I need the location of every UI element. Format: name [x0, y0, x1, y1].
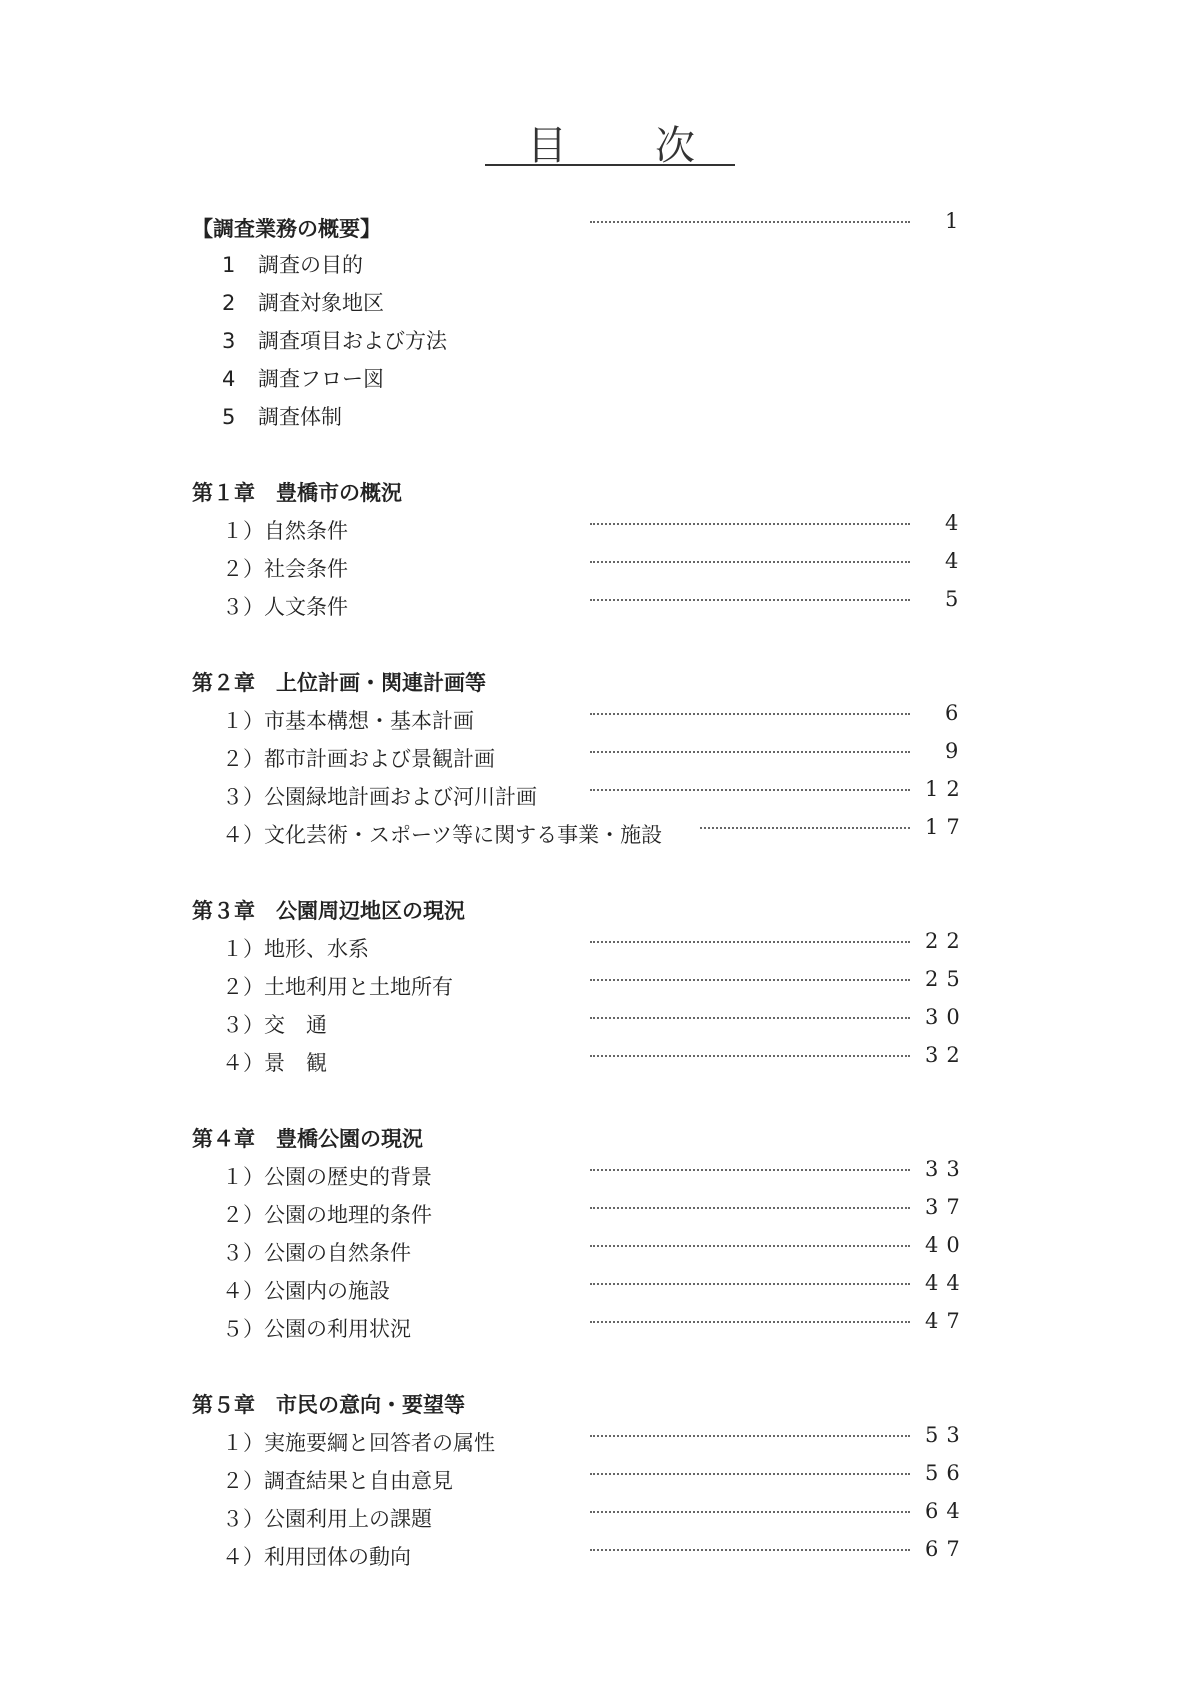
toc-entry-page: 25 — [925, 967, 968, 991]
overview-item-number: 2 — [222, 291, 236, 315]
overview-item-number: 1 — [222, 253, 236, 277]
chapter-heading: 第４章 豊橋公園の現況 — [192, 1127, 423, 1151]
title-char-1: 目 — [527, 123, 567, 169]
toc-entry-page: 17 — [925, 815, 968, 839]
overview-item — [222, 364, 384, 394]
toc-entry-page: 47 — [925, 1309, 968, 1333]
toc-entry-label: ３）人文条件 — [222, 595, 348, 619]
toc-leader — [590, 599, 910, 601]
toc-entry-label: ３）公園利用上の課題 — [222, 1507, 432, 1531]
toc-leader — [590, 1169, 910, 1171]
overview-heading: 【調査業務の概要】 — [192, 217, 381, 241]
overview-item — [222, 402, 342, 432]
overview-item-number: 3 — [222, 329, 236, 353]
overview-item — [222, 250, 363, 280]
toc-entry-label: ２）土地利用と土地所有 — [222, 975, 453, 999]
toc-leader — [590, 1055, 910, 1057]
toc-entry-page: 12 — [925, 777, 968, 801]
toc-entry-page: 6 — [945, 701, 967, 725]
toc-entry-page: 53 — [925, 1423, 968, 1447]
toc-entry-page: 37 — [925, 1195, 968, 1219]
toc-entry-label: ３）交 通 — [222, 1013, 327, 1037]
page-title — [485, 108, 735, 169]
overview-page-number: 1 — [945, 209, 967, 233]
toc-leader — [590, 789, 910, 791]
toc-entry-label: ２）公園の地理的条件 — [222, 1203, 432, 1227]
toc-entry-label: ２）都市計画および景観計画 — [222, 747, 495, 771]
toc-entry-label: ５）公園の利用状況 — [222, 1317, 411, 1341]
toc-leader — [590, 1549, 910, 1551]
toc-leader — [590, 1245, 910, 1247]
overview-item-label: 調査対象地区 — [258, 291, 384, 315]
toc-entry-page: 56 — [925, 1461, 968, 1485]
toc-leader — [590, 1511, 910, 1513]
overview-item-number: 5 — [222, 405, 236, 429]
toc-entry-label: １）自然条件 — [222, 519, 348, 543]
toc-leader — [590, 523, 910, 525]
chapter-heading: 第３章 公園周辺地区の現況 — [192, 899, 465, 923]
overview-item-number: 4 — [222, 367, 236, 391]
overview-item-label: 調査の目的 — [258, 253, 363, 277]
overview-item-label: 調査体制 — [258, 405, 342, 429]
toc-entry-page: 32 — [925, 1043, 968, 1067]
toc-entry-label: １）市基本構想・基本計画 — [222, 709, 474, 733]
toc-leader — [590, 1017, 910, 1019]
toc-entry-page: 64 — [925, 1499, 968, 1523]
toc-entry-page: 5 — [945, 587, 967, 611]
toc-entry-label: ４）公園内の施設 — [222, 1279, 390, 1303]
toc-leader — [590, 1283, 910, 1285]
overview-item-label: 調査項目および方法 — [258, 329, 447, 353]
toc-leader — [590, 941, 910, 943]
chapter-heading: 第５章 市民の意向・要望等 — [192, 1393, 465, 1417]
toc-leader — [590, 221, 910, 223]
toc-entry-label: ２）社会条件 — [222, 557, 348, 581]
toc-entry-label: ４）文化芸術・スポーツ等に関する事業・施設 — [222, 823, 663, 847]
toc-entry-page: 30 — [925, 1005, 968, 1029]
chapter-heading: 第２章 上位計画・関連計画等 — [192, 671, 486, 695]
toc-entry-page: 67 — [925, 1537, 968, 1561]
overview-item — [222, 326, 447, 356]
toc-leader — [590, 1207, 910, 1209]
toc-entry-page: 44 — [925, 1271, 968, 1295]
toc-entry-label: ４）利用団体の動向 — [222, 1545, 411, 1569]
overview-item-label: 調査フロー図 — [258, 367, 384, 391]
toc-entry-page: 22 — [925, 929, 968, 953]
toc-leader — [590, 1435, 910, 1437]
toc-entry-page: 4 — [945, 549, 967, 573]
toc-leader — [590, 979, 910, 981]
toc-leader — [590, 561, 910, 563]
toc-entry-label: ３）公園の自然条件 — [222, 1241, 411, 1265]
toc-entry-label: ３）公園緑地計画および河川計画 — [222, 785, 537, 809]
toc-entry-label: ４）景 観 — [222, 1051, 327, 1075]
toc-leader — [590, 1321, 910, 1323]
overview-item — [222, 288, 384, 318]
toc-entry-page: 4 — [945, 511, 967, 535]
toc-entry-label: １）公園の歴史的背景 — [222, 1165, 432, 1189]
toc-leader — [590, 1473, 910, 1475]
toc-entry-label: ２）調査結果と自由意見 — [222, 1469, 453, 1493]
toc-entry-label: １）実施要綱と回答者の属性 — [222, 1431, 495, 1455]
toc-leader — [590, 713, 910, 715]
title-char-2: 次 — [655, 123, 695, 169]
toc-entry-page: 9 — [945, 739, 967, 763]
toc-leader — [590, 751, 910, 753]
toc-entry-label: １）地形、水系 — [222, 937, 369, 961]
toc-leader — [700, 827, 910, 829]
toc-entry-page: 40 — [925, 1233, 968, 1257]
toc-entry-page: 33 — [925, 1157, 968, 1181]
chapter-heading: 第１章 豊橋市の概況 — [192, 481, 402, 505]
